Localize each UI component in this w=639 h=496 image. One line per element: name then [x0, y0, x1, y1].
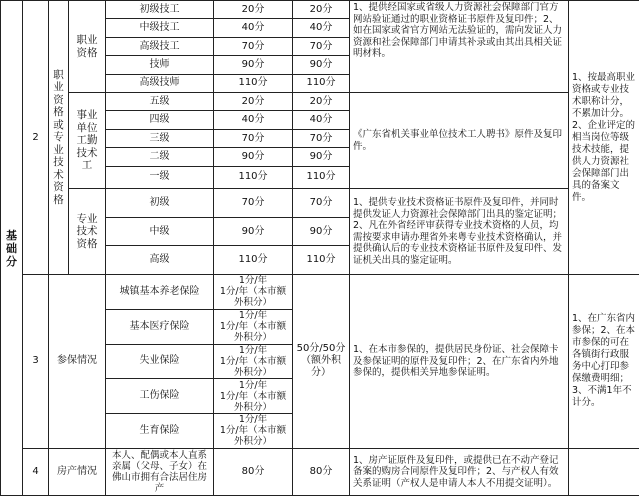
- score-cell: 70分: [214, 129, 293, 147]
- table-row: [1, 1, 639, 19]
- score-cell: 80分: [214, 448, 293, 495]
- item-name: 职业资格或专业技术资格: [49, 1, 69, 275]
- insurance-rate: 1分/年 1分/年（本市额外积分）: [214, 379, 293, 414]
- level-cell: 三级: [106, 129, 214, 147]
- table-row: [1, 93, 639, 111]
- property-condition: 本人、配偶或本人直系亲属（父母、子女）在佛山市拥有合法居住房产: [106, 448, 214, 495]
- remarks-cell: [569, 448, 639, 495]
- table-row: [1, 275, 639, 310]
- item-name: 房产情况: [49, 448, 106, 495]
- level-cell: 高级技工: [106, 37, 214, 55]
- score-cell: 20分: [214, 1, 293, 19]
- score-cell: 90分: [293, 148, 350, 166]
- remarks-cell: 1、在广东省内参保；2、在本市参保的可在各镇街行政服务中心打印参保缴费明细；3、不满1年不计分。: [569, 275, 639, 449]
- level-cell: 二级: [106, 148, 214, 166]
- materials-cell: 1、在本市参保的，提供居民身份证、社会保障卡及参保证明的原件及复印件；2、在广东省内外地参保的，提供相关异地参保证明。: [350, 275, 569, 449]
- level-cell: 中级技工: [106, 19, 214, 37]
- score-cell: 20分: [214, 93, 293, 111]
- level-cell: 四级: [106, 111, 214, 129]
- insurance-total: 50分/50分（额外积分）: [293, 275, 350, 449]
- score-cell: 40分: [293, 19, 350, 37]
- materials-cell: 1、提供专业技术资格证书原件及复印件，并同时提供发证人力资源社会保障部门出具的鉴定证明；2、凡在外省经评审获得专业技术资格的人员，均需按要求申请办理省外来粤专业技术资格确认，并提供确认后的专业技术资格证书原件及复印件、发证机关出具的鉴定证明。: [350, 189, 569, 275]
- item-number: 2: [23, 1, 49, 275]
- category-label: 基础分: [1, 1, 23, 496]
- level-cell: 中级: [106, 217, 214, 246]
- insurance-rate: 1分/年 1分/年（本市额外积分）: [214, 275, 293, 310]
- group-label-professional: 专业技术资格: [69, 189, 106, 275]
- item-number: 4: [23, 448, 49, 495]
- level-cell: 一级: [106, 166, 214, 189]
- score-cell: 110分: [214, 74, 293, 92]
- item-name: 参保情况: [49, 275, 106, 449]
- item-number: 3: [23, 275, 49, 449]
- score-cell: 90分: [293, 56, 350, 74]
- insurance-rate: 1分/年 1分/年（本市额外积分）: [214, 414, 293, 449]
- table-row: [1, 189, 639, 218]
- materials-cell: 1、房产证原件及复印件，或提供已在不动产登记备案的购房合同原件及复印件；2、与产权人有效关系证明（产权人是申请人本人不用提交证明）。: [350, 448, 569, 495]
- score-cell: 40分: [293, 111, 350, 129]
- score-cell: 90分: [214, 148, 293, 166]
- insurance-name: 城镇基本养老保险: [106, 275, 214, 310]
- score-cell: 80分: [293, 448, 350, 495]
- score-cell: 70分: [293, 129, 350, 147]
- score-cell: 110分: [293, 74, 350, 92]
- score-cell: 90分: [214, 217, 293, 246]
- insurance-name: 生育保险: [106, 414, 214, 449]
- level-cell: 高级: [106, 246, 214, 275]
- score-cell: 110分: [293, 166, 350, 189]
- score-cell: 90分: [214, 56, 293, 74]
- score-cell: 40分: [214, 19, 293, 37]
- insurance-rate: 1分/年 1分/年（本市额外积分）: [214, 309, 293, 344]
- score-cell: 110分: [293, 246, 350, 275]
- score-cell: 20分: [293, 93, 350, 111]
- remarks-cell: 1、按最高职业资格或专业技术职称计分，不累加计分。2、企业评定的相当岗位等级技术技能，提供人力资源社会保障部门出具的备案文件。: [569, 1, 639, 275]
- materials-cell: 《广东省机关事业单位技术工人聘书》原件及复印件。: [350, 93, 569, 189]
- score-cell: 40分: [214, 111, 293, 129]
- level-cell: 初级: [106, 189, 214, 218]
- group-label-vocational: 职业资格: [69, 1, 106, 93]
- level-cell: 技师: [106, 56, 214, 74]
- insurance-name: 失业保险: [106, 344, 214, 379]
- score-cell: 110分: [214, 166, 293, 189]
- insurance-name: 基本医疗保险: [106, 309, 214, 344]
- score-cell: 70分: [214, 37, 293, 55]
- group-label-institution: 事业单位工勤技术工: [69, 93, 106, 189]
- materials-cell: 1、提供经国家或省级人力资源社会保障部门官方网站验证通过的职业资格证书原件及复印件；2、如在国家或省官方网站无法验证的，需向发证人力资源和社会保障部门申请其补录或由其出具相关证明材料。: [350, 1, 569, 93]
- insurance-rate: 1分/年 1分/年（本市额外积分）: [214, 344, 293, 379]
- score-cell: 70分: [293, 37, 350, 55]
- insurance-name: 工伤保险: [106, 379, 214, 414]
- level-cell: 初级技工: [106, 1, 214, 19]
- score-cell: 90分: [293, 217, 350, 246]
- score-cell: 110分: [214, 246, 293, 275]
- level-cell: 高级技师: [106, 74, 214, 92]
- table-row: [1, 448, 639, 495]
- score-cell: 70分: [293, 189, 350, 218]
- level-cell: 五级: [106, 93, 214, 111]
- score-cell: 70分: [214, 189, 293, 218]
- score-cell: 20分: [293, 1, 350, 19]
